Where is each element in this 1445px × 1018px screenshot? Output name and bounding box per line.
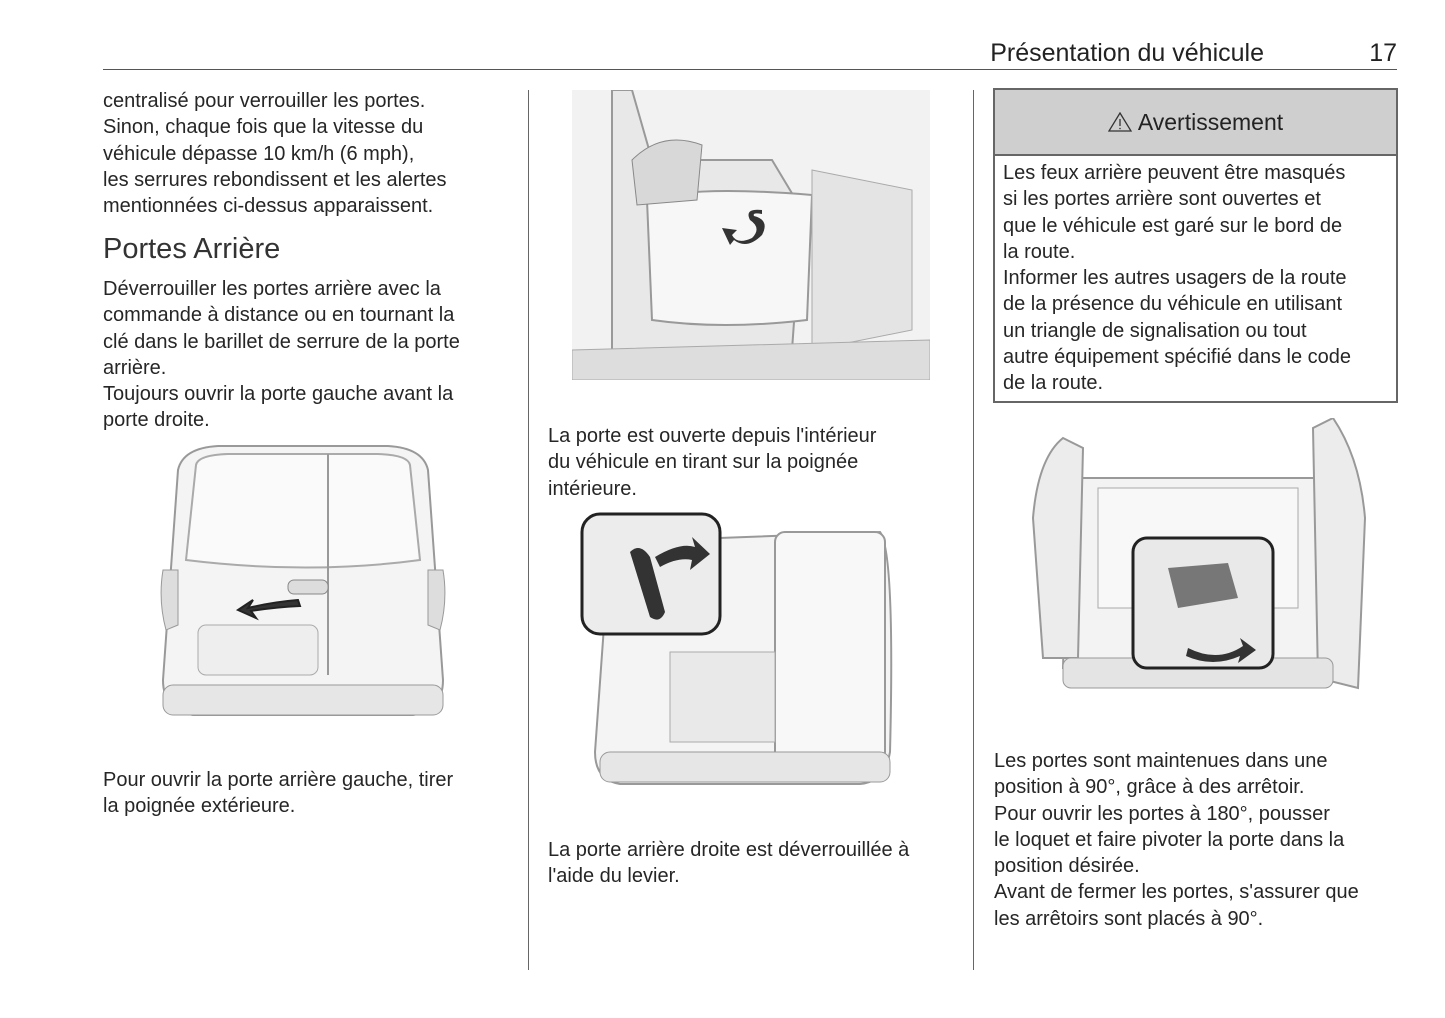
interior-handle-caption: La porte est ouverte depuis l'intérieur du véhicule en tirant sur la poignée intérieure. [548,425,877,500]
left-door-caption: Pour ouvrir la porte arrière gauche, tirer la poignée extérieure. [103,769,454,818]
warning-box [993,88,1398,403]
rear-doors-closed-illustration [158,440,448,725]
lever-illustration [580,512,905,792]
header-rule [103,69,1397,70]
rear-doors-open-illustration [1028,418,1370,700]
warning-header [995,90,1396,156]
warning-text: Les feux arrière peuvent être masqués si les portes arrière sont ouvertes et que le véhicule est garé sur le bord de la route. Informer les autres usagers de la route de la présence du véhicule en utilisant un triangle de signalisation ou tout autre équipement spécifié dans le code de la route. [1003,162,1352,395]
unlock-paragraph: Déverrouiller les portes arrière avec la commande à distance ou en tournant la clé dans le barillet de serrure de la porte arrière. Toujours ouvrir la porte gauche avant la porte droite. [103,278,460,432]
column-divider [973,90,974,970]
column-divider [528,90,529,970]
section-title: Présentation du véhicule [990,39,1264,67]
warning-triangle-icon [1108,112,1132,132]
page-number: 17 [1369,39,1397,67]
intro-paragraph: centralisé pour verrouiller les portes. Sinon, chaque fois que la vitesse du véhicule dépasse 10 km/h (6 mph), les serrures rebondissent et les alertes mentionnées ci-dessus apparaissent. [103,90,447,218]
lever-caption: La porte arrière droite est déverrouillée à l'aide du levier. [548,839,910,888]
warning-title: Avertissement [1137,108,1284,135]
interior-handle-illustration [572,90,930,380]
door-stop-paragraph: Les portes sont maintenues dans une position à 90°, grâce à des arrêtoir. Pour ouvrir les portes à 180°, pousser le loquet et faire pivoter la porte dans la position désirée. Avant de fermer les portes, s'assurer que les arrêtoirs sont placés à 90°. [994,750,1359,930]
section-heading: Portes Arrière [103,233,281,265]
